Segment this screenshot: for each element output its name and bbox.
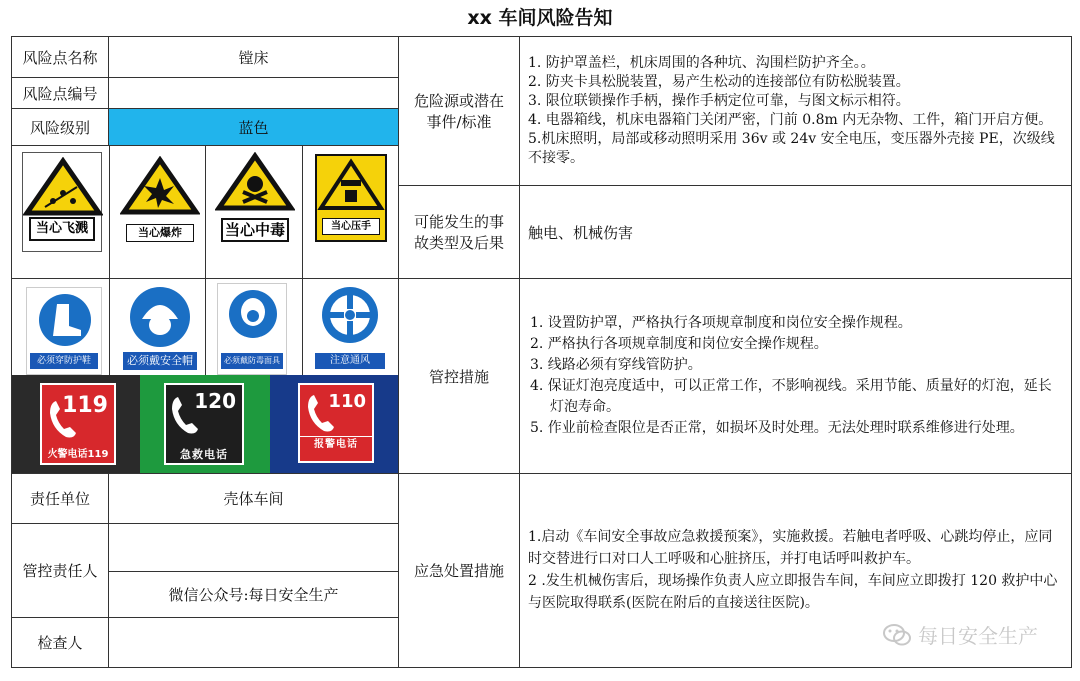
warning-sign-label: 当心压手 xyxy=(322,218,379,235)
hazard-item: 5.机床照明，局部或移动照明采用 36v 或 24v 安全电压，变压器外壳接 PE，次级线不接零。 xyxy=(528,131,1055,166)
phone-sign-label: 急救电话 xyxy=(166,447,242,463)
phone-number: 120 xyxy=(194,389,236,413)
hazard-item: 4. 电器箱线，机床电器箱门关闭严密，门前 0.8m 内无杂物、工件，箱门开启方便。 xyxy=(528,112,1053,128)
watermark-text: 每日安全生产 xyxy=(918,624,1038,648)
warning-signs-row xyxy=(11,145,399,279)
risk-code-label: 风险点编号 xyxy=(11,77,109,109)
gas-mask-icon xyxy=(218,286,288,346)
flying-debris-icon xyxy=(23,157,103,217)
hazard-item: 1. 防护罩盖栏，机床周围的各种坑、沟围栏防护齐全。。 xyxy=(528,55,875,71)
wechat-text: 微信公众号:每日安全生产 xyxy=(108,571,399,618)
mandatory-sign-label: 必须戴防毒面具 xyxy=(221,353,284,369)
inspector-value xyxy=(108,617,399,668)
control-item: 1. 设置防护罩，严格执行各项规章制度和岗位安全操作规程。 xyxy=(530,315,912,331)
hazard-item: 2. 防夹卡具松脱装置，易产生松动的连接部位有防松脱装置。 xyxy=(528,74,910,90)
mandatory-sign-label: 必须戴安全帽 xyxy=(123,352,197,370)
warning-sign-label: 当心爆炸 xyxy=(126,224,193,242)
warning-sign-hand xyxy=(315,154,387,242)
poison-icon xyxy=(215,152,295,212)
control-item: 2. 严格执行各项规章制度和岗位安全操作规程。 xyxy=(530,336,828,352)
ventilation-icon xyxy=(312,283,388,347)
person-value xyxy=(108,523,399,572)
inspector-label: 检查人 xyxy=(11,617,109,668)
mandatory-sign-helmet xyxy=(120,285,200,375)
warning-sign-poison xyxy=(215,152,295,252)
warning-sign-label: 当心中毒 xyxy=(221,218,288,242)
control-item: 5. 作业前检查限位是否正常，如损坏及时处理。无法处理时联系维修进行处理。 xyxy=(530,420,1024,436)
mandatory-sign-gas-mask xyxy=(217,283,287,375)
emergency-item: 1.启动《车间安全事故应急救援预案》，实施救援。若触电者呼吸、心跳均停止，应同时交替进行口对口人工呼吸和心脏挤压，并打电话呼叫救护车。 xyxy=(528,529,1053,567)
phone-sign-fire xyxy=(40,383,116,465)
phone-number: 110 xyxy=(328,391,366,412)
warning-sign-explosion xyxy=(120,156,200,252)
mandatory-sign-ventilation xyxy=(312,283,388,375)
unit-value: 壳体车间 xyxy=(108,473,399,524)
mandatory-sign-label: 必须穿防护鞋 xyxy=(30,353,98,369)
helmet-icon xyxy=(120,285,200,351)
control-item: 4. 保证灯泡亮度适中，可以正常工作，不影响视线。采用节能、质量好的灯泡，延长灯泡寿命。 xyxy=(530,378,1052,415)
emergency-item: 2 .发生机械伤害后，现场操作负责人应立即报告车间，车间应立即拨打 120 救护中心与医院取得联系(医院在附后的直接送往医院)。 xyxy=(528,573,1058,611)
control-label: 管控措施 xyxy=(398,278,520,474)
explosion-icon xyxy=(120,156,200,216)
person-label: 管控责任人 xyxy=(11,523,109,618)
hazard-label: 危险源或潜在事件/标准 xyxy=(398,36,520,186)
risk-code-value xyxy=(108,77,399,109)
mandatory-signs-row xyxy=(11,278,399,474)
watermark xyxy=(882,620,1038,649)
risk-level-value: 蓝色 xyxy=(108,108,399,146)
risk-name-value: 镗床 xyxy=(108,36,399,78)
boots-icon xyxy=(27,290,103,354)
hazard-item: 3. 限位联锁操作手柄，操作手柄定位可靠，与图文标示相符。 xyxy=(528,93,910,109)
hazard-list xyxy=(519,36,1072,186)
phone-sign-label: 火警电话119 xyxy=(47,449,109,460)
phone-signs-bar xyxy=(12,375,398,473)
control-list xyxy=(519,278,1072,474)
risk-name-label: 风险点名称 xyxy=(11,36,109,78)
page-title: xx 车间风险告知 xyxy=(467,7,613,29)
warning-sign-flying xyxy=(22,152,102,252)
risk-level-label: 风险级别 xyxy=(11,108,109,146)
emergency-label: 应急处置措施 xyxy=(398,473,520,668)
wechat-icon xyxy=(882,623,912,647)
phone-sign-police xyxy=(298,383,374,463)
phone-sign-label: 报警电话 xyxy=(300,436,372,453)
accident-value: 触电、机械伤害 xyxy=(519,185,1072,279)
hand-crush-icon xyxy=(317,158,385,212)
phone-number: 119 xyxy=(62,393,108,418)
warning-sign-label: 当心飞溅 xyxy=(29,217,95,241)
accident-label: 可能发生的事故类型及后果 xyxy=(398,185,520,279)
phone-sign-ambulance xyxy=(164,383,244,465)
mandatory-sign-boots xyxy=(26,287,102,375)
mandatory-sign-label: 注意通风 xyxy=(315,353,385,369)
control-item: 3. 线路必须有穿线管防护。 xyxy=(530,357,702,373)
unit-label: 责任单位 xyxy=(11,473,109,524)
